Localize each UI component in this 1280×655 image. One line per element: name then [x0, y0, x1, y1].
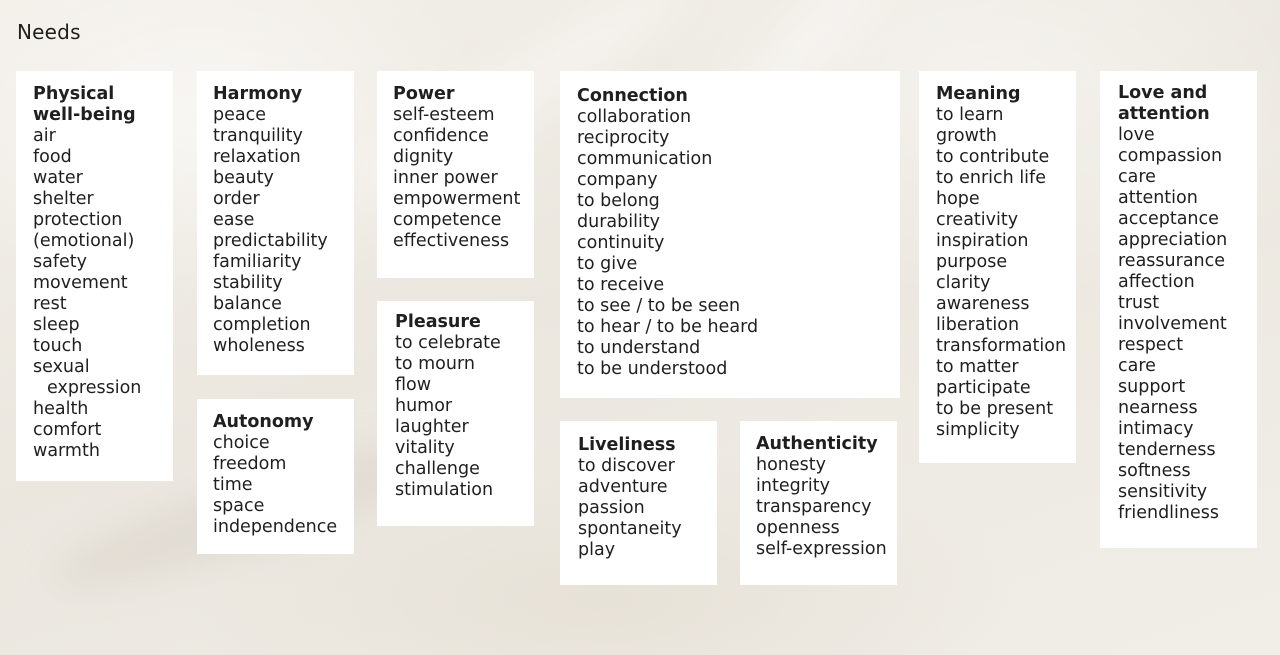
card-title: Liveliness [578, 435, 676, 455]
list-item: communication [577, 149, 713, 169]
list-item: dignity [393, 147, 454, 167]
list-item: competence [393, 210, 502, 230]
card-title-line: well-being [33, 105, 136, 125]
list-item: order [213, 189, 260, 209]
needs-list [213, 433, 354, 538]
list-item: involvement [1118, 314, 1227, 334]
list-item: trust [1118, 293, 1160, 313]
list-item: to discover [578, 456, 675, 476]
list-item: reassurance [1118, 251, 1226, 271]
list-item: collaboration [577, 107, 692, 127]
list-item: care [1118, 356, 1156, 376]
list-item: challenge [395, 459, 480, 479]
list-item: purpose [936, 252, 1008, 272]
needs-list [756, 455, 897, 560]
list-item: to understand [577, 338, 701, 358]
list-item: growth [936, 126, 997, 146]
card-liveliness [560, 421, 717, 585]
list-item: spontaneity [578, 519, 682, 539]
card-pleasure [377, 301, 534, 526]
list-item: self-expression [756, 539, 887, 559]
list-item: shelter [33, 189, 94, 209]
card-authenticity [740, 421, 897, 585]
list-item: compassion [1118, 146, 1223, 166]
list-item: adventure [578, 477, 668, 497]
list-item: participate [936, 378, 1031, 398]
list-item: to be present [936, 399, 1054, 419]
list-item: softness [1118, 461, 1191, 481]
list-item: comfort [33, 420, 102, 440]
card-title [33, 84, 173, 126]
list-item: beauty [213, 168, 274, 188]
list-item: inspiration [936, 231, 1029, 251]
list-item: appreciation [1118, 230, 1228, 250]
list-item: self-esteem [393, 105, 495, 125]
list-item: to hear / to be heard [577, 317, 759, 337]
list-item: acceptance [1118, 209, 1219, 229]
list-item: confidence [393, 126, 489, 146]
list-item: familiarity [213, 252, 302, 272]
list-item: play [578, 540, 616, 560]
card-meaning [919, 71, 1076, 463]
list-item: vitality [395, 438, 455, 458]
list-item: nearness [1118, 398, 1198, 418]
card-autonomy [197, 399, 354, 554]
list-item: awareness [936, 294, 1030, 314]
list-item: relaxation [213, 147, 301, 167]
list-item: tranquility [213, 126, 303, 146]
needs-list [393, 105, 534, 252]
list-item: continuity [577, 233, 665, 253]
list-item: predictability [213, 231, 328, 251]
list-item: flow [395, 375, 432, 395]
list-item: rest [33, 294, 67, 314]
list-item: love [1118, 125, 1155, 145]
list-item: passion [578, 498, 645, 518]
list-item: stimulation [395, 480, 494, 500]
list-item: ease [213, 210, 255, 230]
list-item: to see / to be seen [577, 296, 741, 316]
card-title-line: attention [1118, 104, 1210, 124]
needs-list [1118, 125, 1257, 524]
card-title: Meaning [936, 84, 1021, 104]
card-title: Autonomy [213, 412, 314, 432]
list-item: touch [33, 336, 83, 356]
list-item: time [213, 475, 253, 495]
needs-list [936, 105, 1076, 441]
card-power [377, 71, 534, 278]
list-item: support [1118, 377, 1186, 397]
list-item: care [1118, 167, 1156, 187]
list-item: (emotional) [33, 231, 135, 251]
list-item: durability [577, 212, 661, 232]
list-item: movement [33, 273, 128, 293]
list-item: transformation [936, 336, 1067, 356]
list-item: freedom [213, 454, 287, 474]
list-item: honesty [756, 455, 826, 475]
card-title: Harmony [213, 84, 303, 104]
list-item: safety [33, 252, 87, 272]
list-item: company [577, 170, 658, 190]
list-item: tenderness [1118, 440, 1216, 460]
list-item: to contribute [936, 147, 1050, 167]
list-item: to enrich life [936, 168, 1046, 188]
list-item: effectiveness [393, 231, 510, 251]
list-item: laughter [395, 417, 469, 437]
list-item: intimacy [1118, 419, 1194, 439]
list-item: openness [756, 518, 840, 538]
page-title: Needs [17, 20, 81, 44]
list-item: stability [213, 273, 283, 293]
list-item: to matter [936, 357, 1019, 377]
list-item: inner power [393, 168, 498, 188]
list-item: hope [936, 189, 980, 209]
needs-list [33, 126, 173, 462]
list-item: sleep [33, 315, 80, 335]
list-item: simplicity [936, 420, 1020, 440]
list-item: sexual [33, 357, 90, 377]
list-item: to celebrate [395, 333, 501, 353]
list-item: to learn [936, 105, 1004, 125]
list-item: sensitivity [1118, 482, 1208, 502]
needs-list [395, 333, 534, 501]
list-item: peace [213, 105, 266, 125]
list-item: empowerment [393, 189, 521, 209]
list-item: integrity [756, 476, 830, 496]
card-harmony [197, 71, 354, 375]
list-item: creativity [936, 210, 1019, 230]
list-item: choice [213, 433, 270, 453]
card-title: Pleasure [395, 312, 481, 332]
card-physical-well-being [16, 71, 173, 481]
list-item: health [33, 399, 89, 419]
list-item: to mourn [395, 354, 475, 374]
list-item: protection [33, 210, 123, 230]
card-title: Power [393, 84, 455, 104]
list-item: to receive [577, 275, 665, 295]
list-item: attention [1118, 188, 1198, 208]
card-title-line: Love and [1118, 83, 1208, 103]
needs-list [578, 456, 717, 561]
card-title: Connection [577, 86, 688, 106]
list-item: completion [213, 315, 311, 335]
list-item: to be understood [577, 359, 728, 379]
card-title-line: Physical [33, 84, 115, 104]
card-love-and-attention [1100, 71, 1257, 548]
list-item: warmth [33, 441, 100, 461]
list-item: independence [213, 517, 338, 537]
list-item: affection [1118, 272, 1195, 292]
list-item: food [33, 147, 72, 167]
list-item: to give [577, 254, 638, 274]
list-item: friendliness [1118, 503, 1220, 523]
list-item: to belong [577, 191, 660, 211]
list-item: air [33, 126, 56, 146]
list-item: space [213, 496, 265, 516]
list-item: clarity [936, 273, 991, 293]
list-item: humor [395, 396, 453, 416]
needs-list [577, 107, 900, 380]
card-title: Authenticity [756, 434, 878, 454]
card-title [1118, 83, 1257, 125]
list-item: expression [47, 378, 142, 398]
needs-list [213, 105, 354, 357]
list-item: water [33, 168, 83, 188]
list-item: balance [213, 294, 282, 314]
card-connection [560, 71, 900, 398]
list-item: transparency [756, 497, 872, 517]
list-item: wholeness [213, 336, 305, 356]
list-item: respect [1118, 335, 1184, 355]
list-item: reciprocity [577, 128, 670, 148]
list-item: liberation [936, 315, 1020, 335]
